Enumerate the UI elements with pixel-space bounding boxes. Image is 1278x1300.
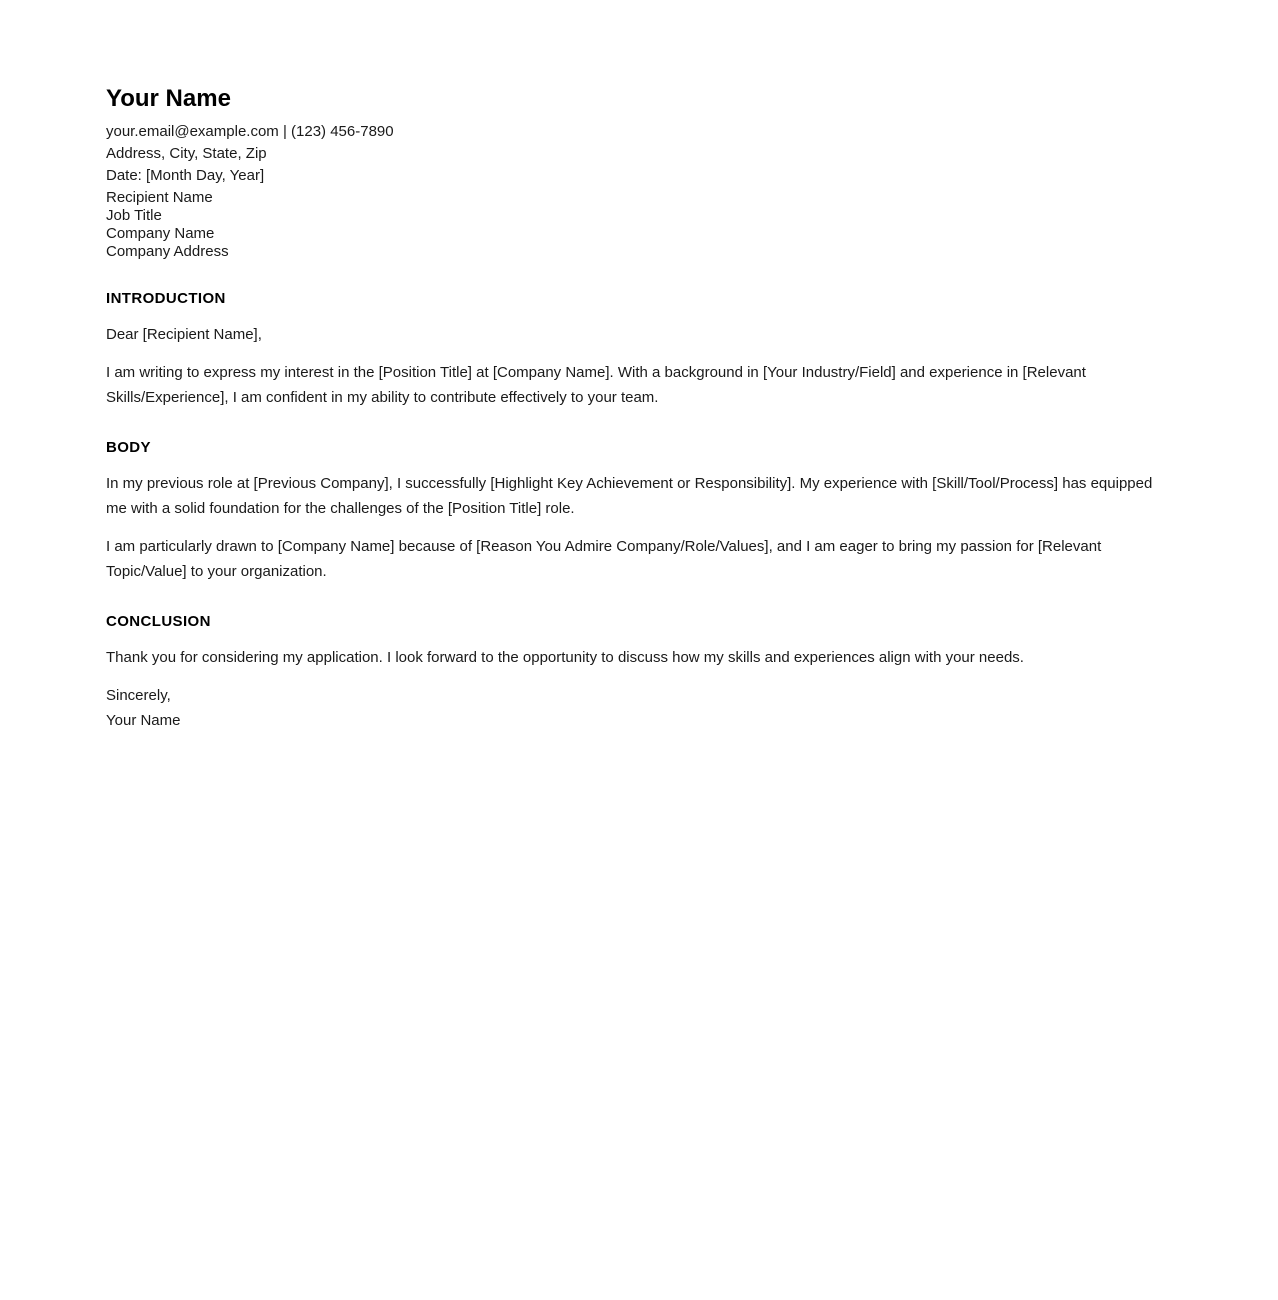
page-title: Your Name	[106, 85, 231, 112]
contact-line: your.email@example.com | (123) 456-7890	[106, 123, 394, 140]
section-conclusion	[106, 613, 1168, 670]
introduction-heading: INTRODUCTION	[106, 290, 226, 307]
body-heading: BODY	[106, 439, 151, 456]
closing-block	[106, 683, 1168, 733]
introduction-paragraph: I am writing to express my interest in the [Position Title] at [Company Name]. With a background in [Your Industry/Field] and experience in [Relevant Skills/Experience], I am confident in my ability to contribute effectively to your team.	[106, 364, 1086, 406]
body-paragraph-1: In my previous role at [Previous Company], I successfully [Highlight Key Achievement or Responsibility]. My experience with [Skill/Tool/Process] has equipped me with a solid foundation for the challenges of the [Position Title] role.	[106, 475, 1153, 517]
section-introduction	[106, 290, 1168, 410]
address-line: Address, City, State, Zip	[106, 145, 267, 162]
recipient-job-title: Job Title	[106, 207, 162, 224]
recipient-name: Recipient Name	[106, 189, 213, 206]
recipient-company-address: Company Address	[106, 243, 229, 260]
salutation-line: Dear [Recipient Name],	[106, 326, 262, 343]
date-line: Date: [Month Day, Year]	[106, 167, 265, 184]
closing-salutation: Sincerely,	[106, 687, 171, 704]
conclusion-heading: CONCLUSION	[106, 613, 211, 630]
closing-signature: Your Name	[106, 712, 181, 729]
section-body	[106, 439, 1168, 584]
recipient-block	[106, 189, 1168, 261]
body-paragraph-2: I am particularly drawn to [Company Name] because of [Reason You Admire Company/Role/Values], and I am eager to bring my passion for [Relevant Topic/Value] to your organization.	[106, 538, 1102, 580]
recipient-company-name: Company Name	[106, 225, 215, 242]
conclusion-paragraph: Thank you for considering my application. I look forward to the opportunity to discuss how my skills and experiences align with your needs.	[106, 649, 1024, 666]
